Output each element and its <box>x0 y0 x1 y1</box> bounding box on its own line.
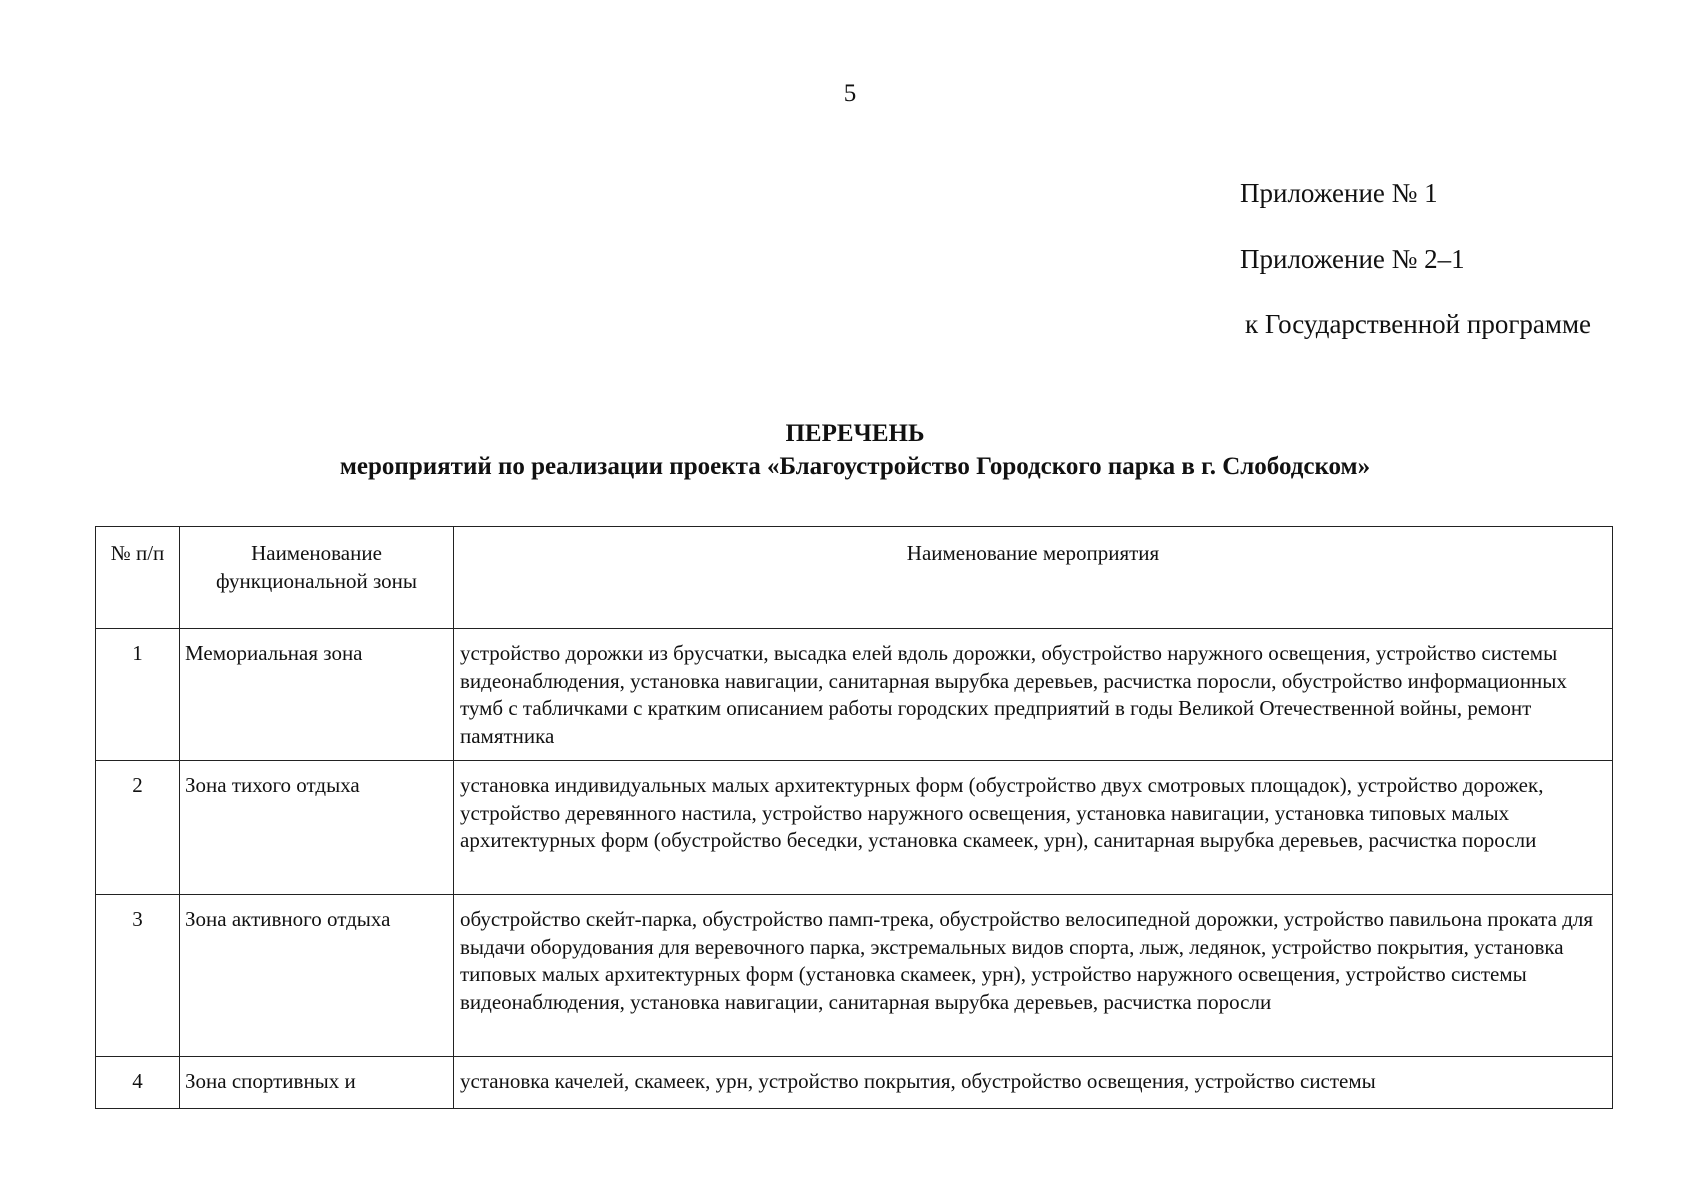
appendix-line-2: Приложение № 2–1 <box>1240 244 1465 274</box>
row-zone: Зона активного отдыха <box>180 895 454 1057</box>
row-zone: Мемориальная зона <box>180 629 454 761</box>
table-row <box>96 761 1613 895</box>
activities-table <box>95 526 1613 1109</box>
row-num: 4 <box>96 1057 180 1109</box>
row-activity: обустройство скейт-парка, обустройство памп-трека, обустройство велосипедной дорожки, устройство павильона проката для выдачи оборудования для веревочного парка, экстремальных видов спорта, лыж, ледянок, устройство покрытия, установка типовых малых архитектурных форм (установка скамеек, урн), устройство наружного освещения, устройство системы видеонаблюдения, установка навигации, санитарная вырубка деревьев, расчистка поросли <box>454 895 1613 1057</box>
title-subheading: мероприятий по реализации проекта «Благоустройство Городского парка в г. Слободском» <box>339 453 1371 480</box>
row-activity: установка индивидуальных малых архитектурных форм (обустройство двух смотровых площадок), устройство дорожек, устройство деревянного настила, устройство наружного освещения, установка навигации, установка типовых малых архитектурных форм (обустройство беседки, установка скамеек, урн), санитарная вырубка деревьев, расчистка поросли <box>454 761 1613 895</box>
header-zone: Наименование функциональной зоны <box>180 527 454 629</box>
header-num: № п/п <box>96 527 180 629</box>
row-zone: Зона тихого отдыха <box>180 761 454 895</box>
document-title <box>0 417 1700 483</box>
table-row <box>96 1057 1613 1109</box>
row-activity: установка качелей, скамеек, урн, устройство покрытия, обустройство освещения, устройство системы <box>454 1057 1613 1109</box>
row-num: 3 <box>96 895 180 1057</box>
row-zone: Зона спортивных и <box>180 1057 454 1109</box>
title-heading: ПЕРЕЧЕНЬ <box>785 420 925 447</box>
header-activity: Наименование мероприятия <box>454 527 1613 629</box>
table-header-row <box>96 527 1613 629</box>
row-num: 2 <box>96 761 180 895</box>
appendix-line-1: Приложение № 1 <box>1240 178 1438 208</box>
page-number: 5 <box>843 80 857 107</box>
row-activity: устройство дорожки из брусчатки, высадка елей вдоль дорожки, обустройство наружного освещения, устройство системы видеонаблюдения, установка навигации, санитарная вырубка деревьев, расчистка поросли, обустройство информационных тумб с табличками с кратким описанием работы городских предприятий в годы Великой Отечественной войны, ремонт памятника <box>454 629 1613 761</box>
appendix-line-3: к Государственной программе <box>1245 309 1592 339</box>
table-row <box>96 629 1613 761</box>
table-row <box>96 895 1613 1057</box>
row-num: 1 <box>96 629 180 761</box>
